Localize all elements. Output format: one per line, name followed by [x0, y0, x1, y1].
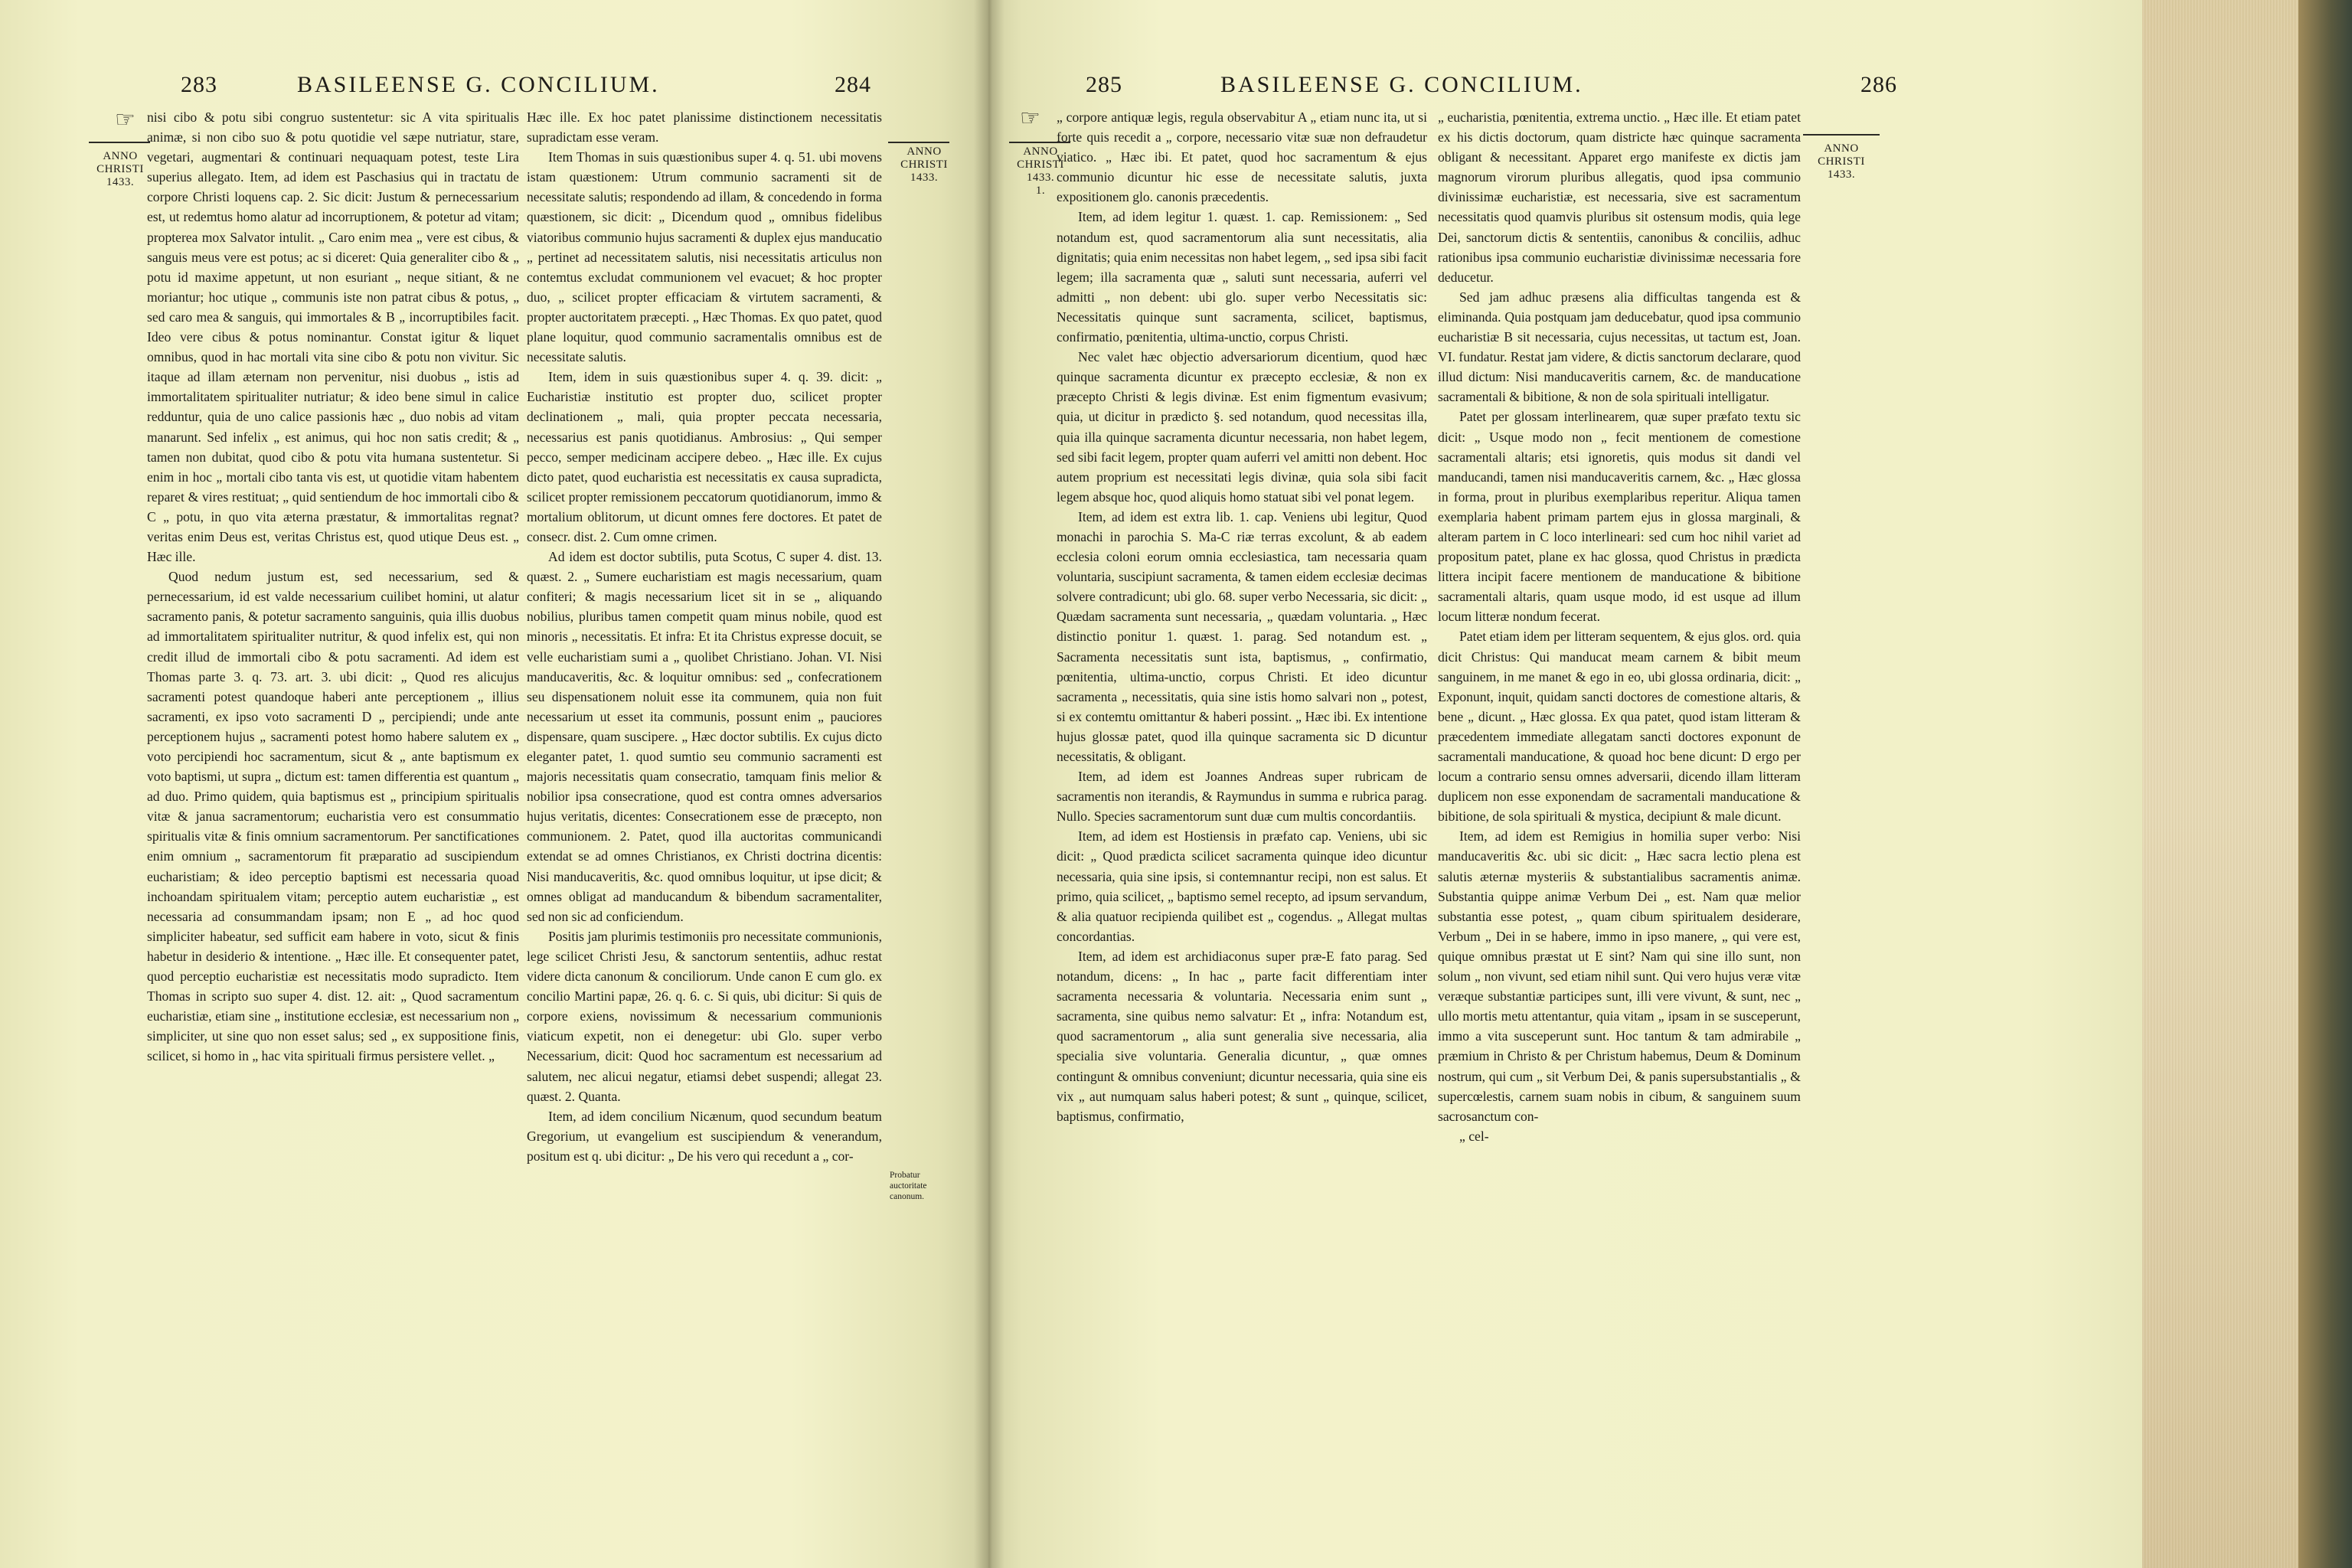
- anno-christi-note: [890, 145, 959, 185]
- anno-label: ANNO: [906, 145, 942, 158]
- paragraph: Item, ad idem est extra lib. 1. cap. Veniens ubi legitur, Quod monachi in parochia S. Ma-C riæ terras excolunt, & ab eadem ecclesia coloni eorum omnia ecclesiastica, tam necessaria quam voluntaria, suscipiunt sacramenta, & tamen eidem ecclesiæ decimas solvere contradicunt; ubi glo. 68. super verbo Necessaria, sic dicit: „ Quædam sacramenta sunt necessaria, „ quædam voluntaria. „ Hæc distinctio ponitur 1. quæst. 1. parag. Sed notandum est. „ Sacramenta necessitatis sunt ista, baptismus, „ confirmatio, pœnitentia, ultima-unctio, corpus Christi. Et ideo dicuntur sacramenta „ necessitatis, quia sine istis homo salvari non „ potest, si ex contemtu omittantur & haberi possint. „ Hæc ibi. Ex intentione hujus glossæ patet, quod illa quinque sacramenta sic D dicuntur necessitatis, & obligant.: [1057, 508, 1427, 764]
- margin-rule: [888, 142, 949, 143]
- page-edges: [2142, 0, 2352, 1568]
- paragraph: Sed jam adhuc præsens alia difficultas tangenda est & eliminanda. Quia postquam jam deducebatur, quod ipsa communio eucharistiæ B sit necessaria, cujus necessitas, ut tactum est, Joan. VI. fundatur. Restat jam videre, & dictis sanctorum declarare, quod illud dictum: Nisi manducaveritis carnem, &c. de manducatione sacramentali & bibitione, & non de sola spirituali intelligatur.: [1438, 289, 1801, 405]
- paragraph: Patet etiam idem per litteram sequentem, & ejus glos. ord. quia dicit Christus: Qui manducat meam carnem & bibit meum sanguinem, in me manet & ego in eo, ubi glossa ordinaria, dicit: „ Exponunt, inquit, quidam sancti doctores de comestione altaris, & bene „ dicunt. „ Hæc glossa. Ex qua patet, quod istam litteram & præcedentem immediate allegatam sancti doctores exponunt de sacramentali manducatione, & quoad hoc bene dicunt: D ergo per locum a contrario sensu omnes adversarii, dicendo illam litteram duplicem non esse exponendam de sacramentali manducatione & bibitione, de sola spirituali & mystica, decipiunt & male dicunt.: [1438, 629, 1801, 825]
- paragraph: Hæc ille. Ex hoc patet planissime distinctionem necessitatis supradictam esse veram.: [527, 109, 882, 145]
- paragraph: Item, ad idem est Remigius in homilia super verbo: Nisi manducaveritis &c. ubi sic dicit: „ Hæc sacra lectio plena est salutis æternæ mysteriis & substantialibus sacramentis animæ. Substantia quippe animæ Verbum Dei „ est. Nam quæ melior substantia esse potest, „ quam cibum spiritualem desiderare, Verbum „ Dei in se habere, immo in ipso manere, „ qui vere est, quique omnibus præstat ut E sint? Nam qui sine illo sunt, non solum „ non vivunt, sed etiam nihil sunt. Qui vero hujus veræ vitæ veræque substantiæ participes sunt, illi vere vivunt, & sunt, nec „ ullo mortis metu attentantur, quia vitam „ ipsam in se susceperunt, immo a vita susceperunt sunt. Hoc tantum & tam admirabile „ præmium in Christo & per Christum habemus, Deum & Dominum nostrum, qui cum „ sit Verbum Dei, & panis supersubstantialis „ & supercœlestis, carnem suam nobis in cibum, & sanguinem suum sacrosanctum con-: [1438, 828, 1801, 1124]
- left-running-head-2: [835, 72, 871, 98]
- paragraph: „ corpore antiquæ legis, regula observabitur A „ etiam nunc ita, ut si forte quis recedit a „ corpore, necessario vitæ suæ non defraudetur viatico. „ Hæc ibi. Et patet, quod hoc sacramentum & ejus communio dicuntur hic esse de necessitate salutis, juxta expositionem glo. canonis præcedentis.: [1057, 109, 1427, 205]
- paragraph: Quod nedum justum est, sed necessarium, sed & pernecessarium, id est valde necessarium cuilibet homini, ut alatur sacramento panis, & potetur sacramento sanguinis, quia illis duobus ad immortalitatem spiritualiter nutritur, & quod infelix est, qui non credit illud de immortali cibo & potu sacramenti. Ad idem est Thomas parte 3. q. 73. art. 3. ubi dicit: „ Quod res alicujus sacramenti potest quandoque haberi ante perceptionem „ illius sacramenti, ex ipso voto sacramenti D „ percipiendi; unde ante perceptionem hujus „ sacramenti potest homo habere salutem ex „ voto percipiendi hoc sacramentum, sicut & „ ante baptismum ex voto baptismi, ut supra „ dictum est: tamen differentia est quantum „ ad duo. Primo quidem, quia baptismus est „ principium spiritualis vitæ & janua sacramentorum; eucharistia vero est consummatio spiritualis vitæ & finis omnium sacramentorum. Per sanctificationes enim omnium „ sacramentorum fit præparatio ad suscipiendum eucharistiam; & ideo perceptio baptismi est necessaria quoad inchoandam spiritualem vitam; perceptio autem eucharistiæ „ est necessaria ad consummandam ipsam; non E „ ad hoc quod simpliciter habeatur, sed sufficit eam habere in voto, sicut & finis habetur in desiderio & intentione. „ Hæc ille. Et consequenter patet, quod perceptio eucharistiæ est necessitatis modo supradicto. Item Thomas in scripto suo super 4. dist. 12. ait: „ Quod sacramentum eucharistiæ, etiam sine „ institutione ecclesiæ, est necessarium non „ simpliciter, ut sine quo non esset salus; sed „ ex suppositione finis, scilicet, si homo in „ hac vita spirituali firmus persistere vellet. „: [147, 569, 519, 1064]
- left-title: [297, 72, 660, 98]
- year-label: 1433.: [1026, 172, 1055, 184]
- text-column-1: [147, 107, 519, 1067]
- anno-label: ANNO: [1824, 142, 1859, 155]
- book-gutter: [974, 0, 1004, 1568]
- page-number: 286: [1860, 72, 1897, 97]
- christi-label: CHRISTI: [1017, 158, 1064, 171]
- right-running-head: [1086, 72, 1122, 98]
- paragraph: Item, ad idem concilium Nicænum, quod secundum beatum Gregorium, ut evangelium est suscipiendum & venerandum, positum est q. ubi dicitur: „ De his vero qui recedunt a „ cor-: [527, 1108, 882, 1164]
- paragraph: Positis jam plurimis testimoniis pro necessitate communionis, lege scilicet Christi Jesu, & sanctorum sententiis, adhuc restat videre dicta canonum & conciliorum. Unde canon E cum glo. ex concilio Martini papæ, 26. q. 6. c. Si quis, ubi dicitur: Si quis de corpore exiens, novissimum & necessarium communionis viaticum expetit, non ei denegetur: ubi Glo. super verbo Necessarium, dicit: Quod hoc sacramentum est necessarium ad salutem, nec alicui negatur, etiamsi debet suspendi; allegat 23. quæst. 2. Quanta.: [527, 928, 882, 1104]
- paragraph: „ cel-: [1459, 1128, 1489, 1144]
- paragraph: nisi cibo & potu sibi congruo sustentetur: sic A vita spiritualis animæ, si non cibo suo & potu quotidie vel sæpe nutriatur, stare, vegetari, augmentari & continuari nequaquam potest, teste Lira superius allegato. Item, ad idem est Paschasius qui in tractatu de corpore Christi loquens cap. 2. Sic dicit: Justum & pernecessarium est, ut redemtus homo alatur ad incorruptionem, & potetur ad vitam; propterea mox Salvator intulit. „ Caro enim mea „ vere est cibus, & sanguis meus vere est potus; ac si diceret: Quia generaliter cibo & „ potu id maxime appetunt, ut non esuriant „ neque sitiant, & ne moriantur; hoc utique „ communis iste non patrat cibus & potus, „ sed caro mea & sanguis, qui immortales & B „ incorruptibiles facit. Ideo vere cibus & potus nominantur. Constat igitur & liquet omnibus, quod in hac mortali vita sine cibo & potu non vivitur. Sic itaque ad illam æternam non pervenitur, nisi duobus „ istis ad immortalitatem spiritualiter nutriatur; & ideo bene simul in calice redduntur, quia de uno calice passionis hæc „ duo nobis ad vitam manarunt. Sed infelix „ est animus, qui hoc non satis credit; & „ tamen non dubitat, quod cibo & potu vita humana sustentetur. Si enim in hoc „ mortali cibo tanta vis est, ut quotidie vitam habentem reparet & vires restituat; „ quid sentiendum de hoc immortali cibo & C „ potu, in quo vita æterna præstatur, & immortalitas regnat? veritas enim Deus est, veritas Christus est, quod utique Deus est. „ Hæc ille.: [147, 109, 519, 565]
- paragraph: Item, ad idem est Hostiensis in præfato cap. Veniens, ubi sic dicit: „ Quod prædicta scilicet sacramenta quinque ideo dicuntur necessaria, quia sine ipsis, si contemnantur recipi, non est salus. Et primo, quia scilicet, „ baptismo semel recepto, ad ipsum servandum, & alia quatuor recipienda quilibet est „ cogendus. „ Allegat multas concordantias.: [1057, 828, 1427, 944]
- christi-label: CHRISTI: [1818, 155, 1865, 168]
- running-title: BASILEENSE G. CONCILIUM.: [297, 72, 660, 97]
- paragraph: Item, idem in suis quæstionibus super 4. q. 39. dicit: „ Eucharistiæ institutio est propter duo, scilicet propter declinationem „ mali, quia propter peccata necessaria, necessarius est panis quotidianus. Ambrosius: „ Qui semper pecco, semper medicinam accipere debeo. „ Hæc ille. Ex cujus dicto patet, quod eucharistia est necessitatis ex causa supradicta, scilicet propter remissionem peccatorum quotidianorum, immo & mortalium oblitorum, ut dicunt omnes fere doctores. Et patet de consecr. dist. 2. Cum omne crimen.: [527, 369, 882, 544]
- running-title: BASILEENSE G. CONCILIUM.: [1220, 72, 1583, 97]
- page-edge-band: [2142, 0, 2298, 1568]
- margin-rule: [1803, 134, 1880, 136]
- year-label: 1433.: [910, 172, 939, 184]
- pointing-hand-icon: ☞: [115, 107, 136, 132]
- year-label: 1433.: [1827, 168, 1856, 181]
- paragraph: Item, ad idem est Joannes Andreas super rubricam de sacramentis non iterandis, & Raymundus in summa e rubrica parag. Nullo. Species sacramentorum sunt duæ cum multis concordantiis.: [1057, 769, 1427, 825]
- text-column-4: [1438, 107, 1801, 1146]
- paragraph: Nec valet hæc objectio adversariorum dicentium, quod hæc quinque sacramenta dicuntur ex præcepto ecclesiæ, & non ex præcepto Christi & legis divinæ. Est enim figmentum evasivum; quia, ut dicitur in prædicto §. sed notandum, quod necessitas illa, quia illa quinque sacramenta dicuntur necessaria, non habet legem, sed sibi facit legem, propter quam auferri vel amitti non debent. Hoc autem proprium est necessitati legis divinæ, quia sola sibi facit legem absque hoc, quod aliquis homo statuat sibi vel ponat legem.: [1057, 349, 1427, 505]
- page-number: 285: [1086, 72, 1122, 97]
- paragraph: „ eucharistia, pœnitentia, extrema unctio. „ Hæc ille. Et etiam patet ex his dictis doctorum, quam districte hæc quinque sacramenta obligant & necessitant. Apparet ergo manifeste ex dictis jam magnorum virorum pluribus allegatis, quod ipsa communio divinissimæ eucharistiæ, est necessaria, sive est sacramentum necessitatis quod quamvis pluribus sit ostensum modis, quia lege Dei, sanctorum dictis & sententiis, canonibus & conciliis, adhuc rationibus ipsa communio eucharistiæ divinissimæ necessaria fore deducetur.: [1438, 109, 1801, 285]
- anno-label: ANNO: [103, 150, 138, 162]
- book-cover: [2298, 0, 2352, 1568]
- margin-rule: [89, 142, 150, 143]
- christi-label: CHRISTI: [96, 163, 144, 175]
- paragraph: Item, ad idem est archidiaconus super præ-E fato parag. Sed notandum, dicens: „ In hac „ parte facit differentiam inter sacramenta necessaria & voluntaria. Necessaria enim sunt „ sacramenta, sine quibus nemo salvatur: Et „ infra: Notandum est, quod sacramentorum „ alia sunt generalia sive necessaria, alia specialia sive voluntaria. Generalia dicuntur, „ quæ omnes contingunt & omnibus conveniunt; dicuntur necessaria, quia sine eis vix „ aut numquam salus haberi potest; & sunt „ quinque, scilicet, baptismus, confirmatio,: [1057, 948, 1427, 1124]
- probatur-sidenote: [890, 1170, 945, 1202]
- paragraph: Ad idem est doctor subtilis, puta Scotus, C super 4. dist. 13. quæst. 2. „ Sumere eucharistiam est magis necessarium, quam confiteri; & magis necessarium licet sit in se „ aliquando nobilius, pluribus tamen competit quam minus nobile, quod est minoris „ necessitatis. Et infra: Et ita Christus expresse docuit, se velle eucharistiam sumi a „ quolibet Christiano. Johan. VI. Nisi manducaveritis, &c. & loquitur omnibus: sed „ confecrationem seu dispensationem noluit esse ita communem, quia non fuit necessarium ut esset ita communis, possunt enim „ pauciores dispensare, quam suscipere. „ Hæc doctor subtilis. Ex cujus dicto eleganter patet, 1. quod sumtio seu communio sacramenti est majoris necessitatis quam consecratio, tamquam finis melior & nobilior ipsa consecratione, quod est contra omnes adversarios hujus veritatis, dicentes: Consecrationem esse de præcepto, non communionem. 2. Patet, quod illa auctoritas communicandi extendat se ad omnes Christianos, ex Christi doctrina dicentis: Nisi manducaveritis, &c. quod omnibus loquitur, ut ipse dicit; & omnes obligat ad manducandum & bibendum sacramentaliter, sed non sic ad conficiendum.: [527, 549, 882, 924]
- page-number: 284: [835, 72, 871, 97]
- right-title: [1220, 72, 1583, 98]
- paragraph: Patet per glossam interlinearem, quæ super præfato textu sic dicit: „ Usque modo non „ fecit mentionem de comestione sacramentali altaris; etsi ignoretis, quis modus sit dandi vel manducandi, tamen nisi manducaveritis carnem, &c. „ Hæc glossa in forma, prout in pluribus exemplaribus reperitur. Aliqua tamen exemplaria habent primam partem ejus in glossa marginali, & alteram partem in C loco interlineari: sed cum hoc nihil variet ad propositum patet, plane ex hac glossa, quod Christus in prædicta littera incipit facere mentionem de manducatione & bibitione sacramentali altaris, quam usque modo, id est usque ad illum locum litteræ nondum fecerat.: [1438, 409, 1801, 625]
- left-running-head: [181, 72, 217, 98]
- paragraph: Item, ad idem legitur 1. quæst. 1. cap. Remissionem: „ Sed notandum est, quod sacramentorum alia sunt necessitatis, alia dignitatis; quia enim necessitas non habet legem, „ sed ipsa sibi facit legem; illa sacramenta quæ „ saluti sunt necessaria, auferri vel admitti „ non debent: ubi glo. super verbo Necessitatis sic: Necessitatis quinque sunt sacramenta, scilicet, baptismus, confirmatio, pœnitentia, ultima-unctio, corpus Christi.: [1057, 209, 1427, 345]
- anno-label: ANNO: [1023, 145, 1058, 158]
- right-running-head-2: [1860, 72, 1897, 98]
- text-column-2: [527, 107, 882, 1166]
- anno-christi-note: [86, 150, 155, 189]
- page-number: 283: [181, 72, 217, 97]
- anno-christi-note: [1807, 142, 1876, 181]
- pointing-hand-icon: ☞: [1020, 106, 1040, 131]
- probatur-text: Probatur auctoritate canonum.: [890, 1171, 927, 1201]
- text-column-3: [1057, 107, 1427, 1126]
- year-label: 1433.: [106, 176, 135, 188]
- paragraph: Item Thomas in suis quæstionibus super 4. q. 51. ubi movens istam quæstionem: Utrum communio sacramenti sit de necessitate salutis; respondendo ad illam, & concedendo in forma quæstionem, sic dicit: „ Dicendum quod „ omnibus fidelibus viatoribus communio hujus sacramenti & duplex ejus manducatio „ pertinet ad necessitatem salutis, nisi necessitatis articulus non contemtus excludat communionem vel evacuet; & hoc propter duo, „ scilicet propter efficaciam & virtutem sacramenti, & propter auctoritatem præcepti. „ Hæc Thomas. Ex quo patet, quod plane loquitur, quod communio sacramentalis omnibus est de necessitate salutis.: [527, 149, 882, 365]
- extra-mark: 1.: [1035, 185, 1046, 197]
- christi-label: CHRISTI: [900, 158, 948, 171]
